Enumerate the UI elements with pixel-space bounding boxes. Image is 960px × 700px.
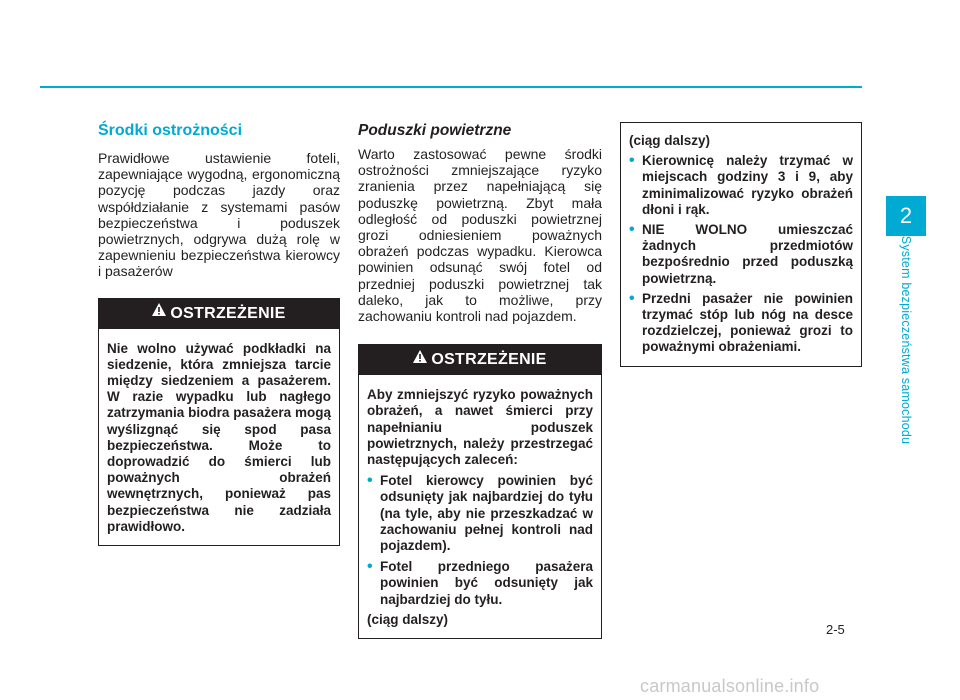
- warning-body: [359, 375, 601, 638]
- page-number: 2-5: [826, 622, 845, 637]
- continued-header: (ciąg dalszy): [629, 133, 711, 148]
- warning-title: OSTRZEŻENIE: [431, 351, 547, 369]
- warning-header: [359, 345, 601, 375]
- top-divider: [40, 86, 862, 88]
- warning-bullet: • Fotel kierowcy powinien być odsunięty jak najbardziej do tyłu (na tyle, aby nie przeszkadzać w zachowaniu pełnej kontroli nad pojazdem).: [367, 473, 593, 554]
- chapter-tab: 2: [886, 196, 926, 236]
- warning-body: [621, 123, 861, 366]
- warning-bullet: • Przedni pasażer nie powinien trzymać stóp lub nóg na desce rozdzielczej, ponieważ grozi to poważnymi obrażeniami.: [629, 291, 853, 356]
- warning-intro: Aby zmniejszyć ryzyko poważnych obrażeń, a nawet śmierci przy napełnianiu poduszek powietrznych, należy przestrzegać następujących zaleceń:: [367, 387, 593, 468]
- warning-bullet-list: [629, 153, 853, 355]
- airbags-paragraph: Warto zastosować pewne środki ostrożności zmniejszające ryzyko zranienia przez napełniającą się poduszkę powietrzną. Zbyt mała odległość od poduszki powietrznej grozi odniesieniem poważnych obrażeń podczas wypadku. Kierowca powinien odsunąć swój fotel od przedniej poduszki powietrznej tak daleko, jak to możliwe, przy zachowaniu kontroli nad pojazdem.: [358, 146, 602, 325]
- section-heading-precautions: Środki ostrożności: [98, 122, 243, 139]
- column-3: [620, 122, 862, 367]
- column-2: [358, 122, 602, 639]
- warning-bullet: • Fotel przedniego pasażera powinien być odsunięty jak najbardziej do tyłu.: [367, 559, 593, 608]
- column-1: [98, 122, 340, 546]
- warning-title: OSTRZEŻENIE: [170, 304, 286, 322]
- warning-bullet: • NIE WOLNO umieszczać żadnych przedmiotów bezpośrednio przed poduszką powietrzną.: [629, 222, 853, 287]
- warning-body: [99, 329, 339, 545]
- warning-triangle-icon: [152, 297, 166, 327]
- warning-triangle-icon: [413, 344, 427, 374]
- warning-bullet: • Kierownicę należy trzymać w miejscach godziny 3 i 9, aby zminimalizować ryzyko obrażeń dłoni i rąk.: [629, 153, 853, 218]
- continued-label: (ciąg dalszy): [367, 611, 449, 627]
- warning-box-seat-pad: [98, 298, 340, 546]
- precautions-paragraph: Prawidłowe ustawienie foteli, zapewniające wygodną, ergonomiczną pozycję podczas jazdy oraz współdziałanie z systemami pasów bezpieczeństwa i poduszek powietrznych, odgrywa dużą rolę w zapewnieniu bezpieczeństwa kierowcy i pasażerów: [98, 150, 340, 280]
- warning-text: Nie wolno używać podkładki na siedzenie, która zmniejsza tarcie między siedzeniem a pasażerem. W razie wypadku lub nagłego zatrzymania biodra pasażera mogą wyślizgnąć się spod pasa bezpieczeństwa. Może to doprowadzić do śmierci lub poważnych obrażeń wewnętrznych, ponieważ pas bezpieczeństwa nie zadziała prawidłowo.: [107, 340, 331, 534]
- chapter-title-vertical: System bezpieczeństwa samochodu: [899, 235, 913, 445]
- watermark: carmanualsonline.info: [640, 676, 820, 696]
- section-heading-airbags: Poduszki powietrzne: [358, 122, 512, 139]
- warning-box-continued: [620, 122, 862, 367]
- warning-header: [99, 299, 339, 329]
- warning-box-airbags: [358, 344, 602, 639]
- warning-bullet-list: [367, 473, 593, 608]
